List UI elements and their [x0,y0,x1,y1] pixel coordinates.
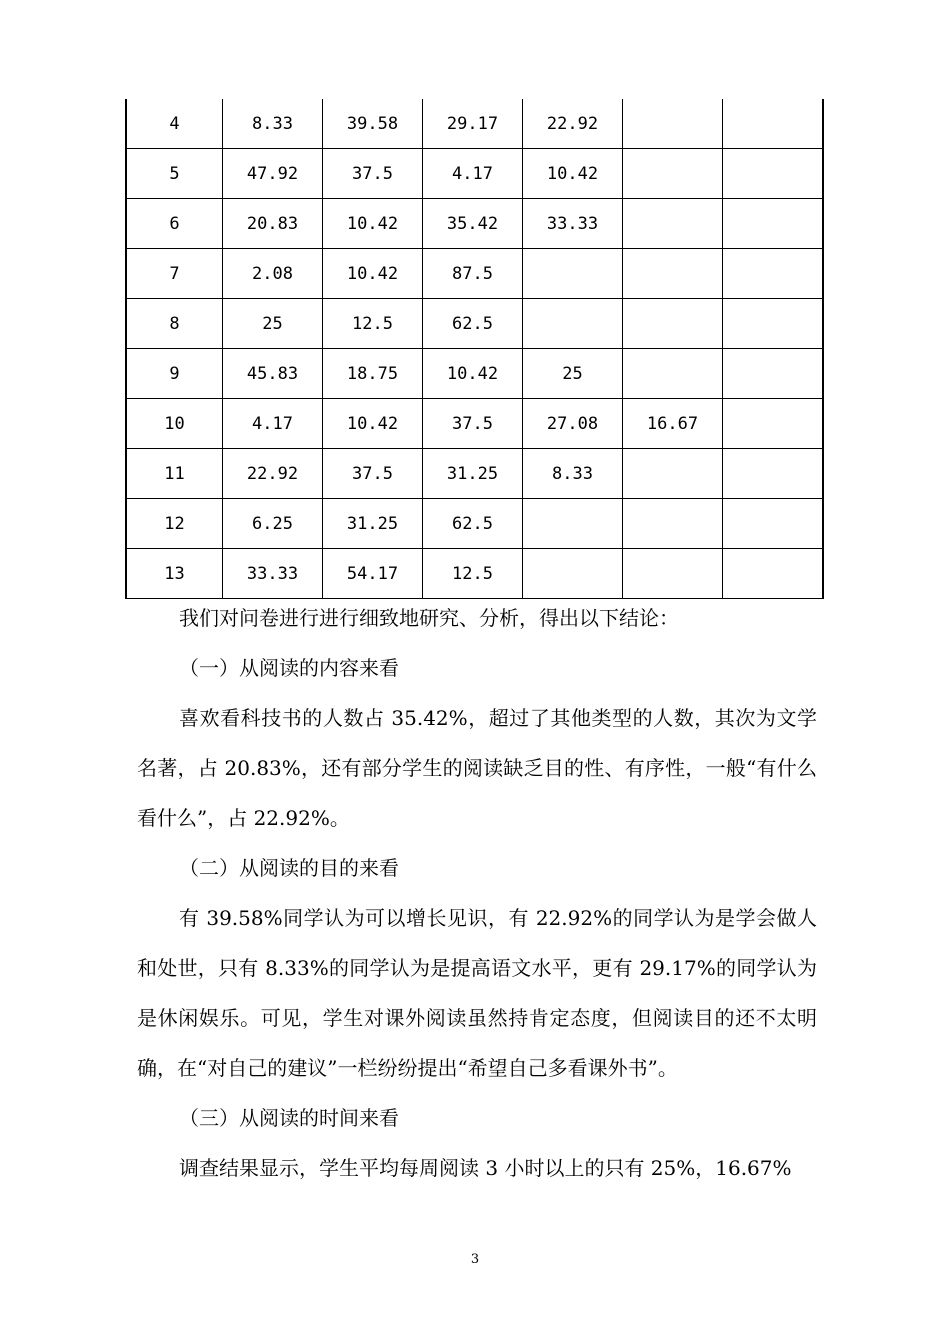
table-cell: 62.5 [423,299,523,349]
table-cell [623,149,723,199]
table-cell [723,249,824,299]
table-cell: 10.42 [423,349,523,399]
table-cell: 35.42 [423,199,523,249]
table-cell: 6 [126,199,223,249]
table-cell: 5 [126,149,223,199]
table-cell [623,299,723,349]
table-row [126,149,823,199]
table-cell: 10.42 [323,399,423,449]
survey-results-table [125,99,824,599]
table-body [126,99,823,599]
page-number: 3 [470,1252,480,1267]
section-3-heading: （三）从阅读的时间来看 [179,1106,399,1130]
table-cell: 47.92 [223,149,323,199]
table-cell: 8.33 [223,99,323,149]
table-cell [723,399,824,449]
table-cell: 45.83 [223,349,323,399]
table-cell [623,199,723,249]
table-cell: 16.67 [623,399,723,449]
table-cell: 2.08 [223,249,323,299]
table-cell: 11 [126,449,223,499]
table-cell: 7 [126,249,223,299]
table-cell: 10.42 [323,249,423,299]
table-cell [723,149,824,199]
table-cell [523,549,623,599]
table-cell [523,249,623,299]
table-cell: 13 [126,549,223,599]
table-cell: 29.17 [423,99,523,149]
table-cell [723,299,824,349]
table-row [126,449,823,499]
table-cell: 31.25 [323,499,423,549]
table-cell [723,199,824,249]
table-row [126,249,823,299]
table-cell: 6.25 [223,499,323,549]
table-cell [723,499,824,549]
table-cell: 22.92 [523,99,623,149]
table-cell [623,349,723,399]
table-row [126,399,823,449]
table-cell: 25 [223,299,323,349]
table-cell: 10 [126,399,223,449]
table-cell [723,549,824,599]
intro-paragraph: 我们对问卷进行进行细致地研究、分析，得出以下结论： [179,606,679,630]
table-row [126,99,823,149]
section-1-paragraph: 喜欢看科技书的人数占 35.42%，超过了其他类型的人数，其次为文学名著，占 20.83%，还有部分学生的阅读缺乏目的性、有序性，一般“有什么看什么”，占 22.92%。 [137,706,817,830]
table-cell: 33.33 [223,549,323,599]
table-cell [523,499,623,549]
table-cell: 20.83 [223,199,323,249]
table-cell [623,449,723,499]
table-cell: 37.5 [323,149,423,199]
table-cell: 37.5 [323,449,423,499]
table-row [126,549,823,599]
table-cell: 12.5 [323,299,423,349]
table-cell: 25 [523,349,623,399]
section-1-heading: （一）从阅读的内容来看 [179,656,399,680]
section-2-paragraph: 有 39.58%同学认为可以增长见识，有 22.92%的同学认为是学会做人和处世，只有 8.33%的同学认为是提高语文水平，更有 29.17%的同学认为是休闲娱乐。可见，学生对课外阅读虽然持肯定态度，但阅读目的还不太明确，在“对自己的建议”一栏纷纷提出“希望自己多看课外书”。 [137,906,817,1080]
table-cell: 8.33 [523,449,623,499]
table-cell [623,499,723,549]
table-row [126,299,823,349]
table-cell: 4.17 [223,399,323,449]
table-cell: 62.5 [423,499,523,549]
table-cell: 33.33 [523,199,623,249]
table-cell [723,449,824,499]
table-cell [523,299,623,349]
table-row [126,349,823,399]
table-cell: 27.08 [523,399,623,449]
section-3-paragraph: 调查结果显示，学生平均每周阅读 3 小时以上的只有 25%，16.67% [179,1156,792,1180]
table-cell: 9 [126,349,223,399]
table-cell: 54.17 [323,549,423,599]
table-cell: 18.75 [323,349,423,399]
section-2-heading: （二）从阅读的目的来看 [179,856,399,880]
table-row [126,199,823,249]
table-cell: 10.42 [523,149,623,199]
table-cell: 37.5 [423,399,523,449]
table-cell [623,249,723,299]
table-cell: 10.42 [323,199,423,249]
table-cell: 12 [126,499,223,549]
analysis-text [137,593,817,1193]
table-cell: 12.5 [423,549,523,599]
table-cell: 4 [126,99,223,149]
table-cell [623,99,723,149]
table-cell: 4.17 [423,149,523,199]
table-cell: 87.5 [423,249,523,299]
table-cell: 39.58 [323,99,423,149]
table-row [126,499,823,549]
table-cell: 31.25 [423,449,523,499]
table-cell [623,549,723,599]
table-cell [723,349,824,399]
table-cell: 8 [126,299,223,349]
table-cell: 22.92 [223,449,323,499]
table-cell [723,99,824,149]
